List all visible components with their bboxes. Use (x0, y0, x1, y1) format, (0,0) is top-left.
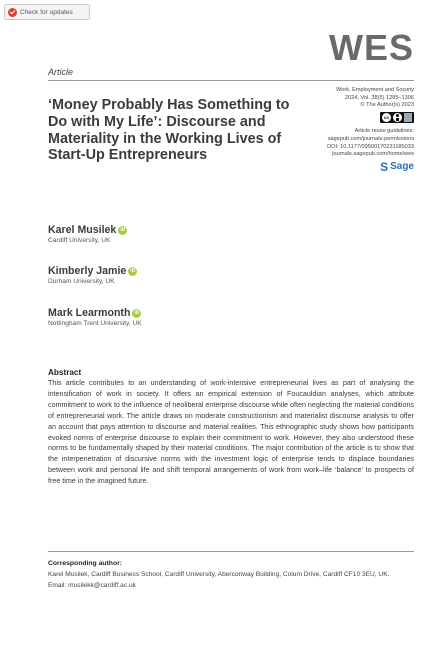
creative-commons-icon[interactable]: cc (380, 112, 414, 123)
corresponding-author-address: Karel Musilek, Cardiff Business School, Cardiff University, Aberconway Building, Colum Drive, Cardiff CF10 3EU, UK. (48, 570, 390, 578)
corresponding-author-email[interactable]: Email: musilekk@cardiff.ac.uk (48, 581, 136, 589)
corresponding-author-heading: Corresponding author: (48, 560, 123, 567)
author-affiliation: Nottingham Trent University, UK (48, 320, 142, 327)
footer-divider (48, 551, 414, 552)
author-name: Mark Learmonth (48, 307, 131, 319)
orcid-icon[interactable]: iD (120, 226, 126, 233)
publisher-name: Sage (390, 161, 414, 173)
orcid-icon[interactable]: iD (134, 309, 140, 316)
article-type-label: Article (48, 67, 74, 77)
author-name: Karel Musilek (48, 224, 117, 236)
journal-citation: 2024, Vol. 38(5) 1285–1306 (344, 94, 414, 101)
doi-link[interactable]: DOI: 10.1177/09500170231185033 (327, 143, 414, 150)
author-block (48, 307, 142, 327)
author-name: Kimberly Jamie (48, 265, 127, 277)
check-for-updates-label: Check for updates (20, 8, 73, 16)
sage-s-icon: S (380, 159, 389, 174)
abstract-text: This article contributes to an understanding of work-intensive entrepreneurial lives as part of analysing the intensification of work in society. It offers an empirical extension of Foucauldian analyses, which attribute commitment to work to the influence of neoliberal enterprise discourse while often neglecting the material conditions of entrepreneurial work. The article draws on moderate constructionism and materialist discourse analysis to offer an account that pays attention to discourse and material realities. This ethnographic study shows how participants evoked norms of enterprise discourse to explain their commitment to work. However, they also understood these norms to be fundamentally shaped by their material conditions. The major contribution of the article is to show that the interpenetration of discursive norms with the investment logic of enterprise tends to displace boundaries between work and personal life and shift temporal arrangements of work from work–life ‘balance’ to prospects of free time in the imagined future. (48, 379, 414, 486)
article-title: ‘Money Probably Has Something to Do with My Life’: Discourse and Materiality in the Working Lives of Start-Up Entrepreneurs (48, 97, 290, 164)
author-block (48, 265, 137, 285)
reuse-guidelines-link[interactable]: sagepub.com/journals-permissions (327, 135, 414, 142)
author-block (48, 224, 127, 244)
header-divider (48, 80, 414, 81)
corresponding-author-block (48, 559, 414, 591)
journal-home-link[interactable]: journals.sagepub.com/home/wes (332, 151, 414, 158)
copyright-notice: © The Author(s) 2023 (360, 102, 414, 109)
journal-logo: WES (328, 27, 414, 68)
orcid-icon[interactable]: iD (130, 267, 136, 274)
author-affiliation: Durham University, UK (48, 278, 115, 285)
reuse-guidelines-label: Article reuse guidelines: (354, 128, 414, 135)
check-for-updates-button[interactable] (4, 4, 90, 20)
journal-name: Work, Employment and Society (336, 87, 414, 93)
abstract-section (48, 368, 414, 487)
abstract-heading: Abstract (48, 368, 82, 377)
crossmark-icon (8, 8, 17, 17)
author-affiliation: Cardiff University, UK (48, 237, 111, 244)
